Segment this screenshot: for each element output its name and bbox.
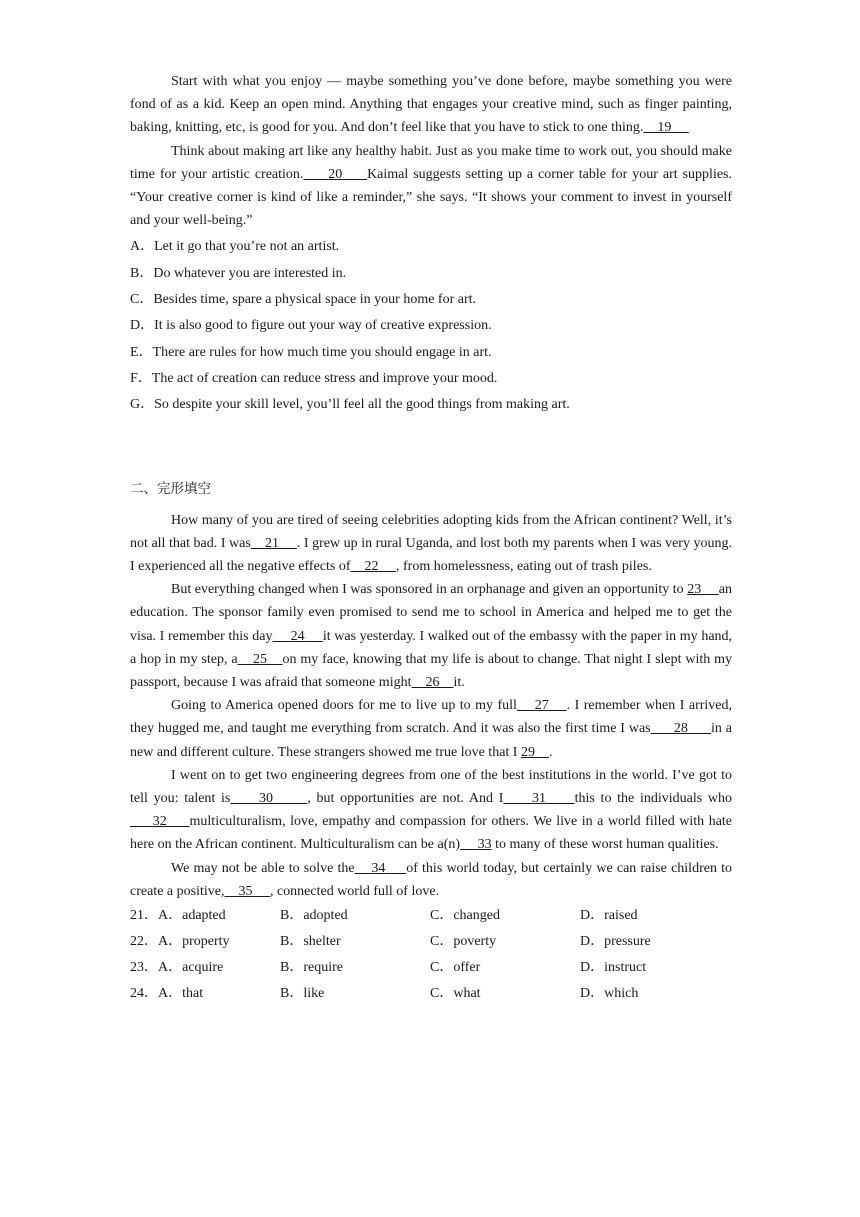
option-f: F．The act of creation can reduce stress and improve your mood.	[130, 370, 498, 386]
document-page	[130, 70, 732, 1007]
option-d: D．It is also good to figure out your way of creative expression.	[130, 318, 492, 334]
blank-29: 29	[520, 744, 535, 760]
blank-32: 32	[152, 814, 167, 830]
paragraph-text: Think about making art like any healthy habit. Just as you make time to work out, you should make time for your artistic creation.	[130, 143, 732, 182]
cloze-paragraph-4: I went on to get two engineering degrees from one of the best institutions in the world. I’ve got to tell you: talent is 30 , but opportunities are not. And I 31 this to the individuals who 32 multiculturalism, love, empathy and compassion for others. We live in a world filled with hate here on the African continent. Multiculturalism can be a(n) 33 to many of these worst human qualities.	[130, 767, 733, 853]
reading-paragraph-2	[130, 140, 732, 233]
option-a: A．Let it go that you’re not an artist.	[130, 239, 340, 255]
blank-24: 24	[290, 628, 305, 644]
paragraph-text: Start with what you enjoy — maybe something you’ve done before, maybe something you were fond of as a kid. Keep an open mind. Anything that engages your creative mind, such as finger painting, baking, knitting, etc, is good for you. And don’t feel like that you have to stick to one thing.	[130, 74, 732, 136]
section-title: 二、完形填空	[130, 480, 211, 497]
blank-33: 33	[477, 837, 492, 853]
option-g: G．So despite your skill level, you’ll feel all the good things from making art.	[130, 397, 570, 413]
blank-27: 27	[534, 698, 549, 714]
cloze-paragraph-1: How many of you are tired of seeing celebrities adopting kids from the African continent? Well, it’s not all that bad. I was 21 . I grew up in rural Uganda, and lost both my parents when I was very young. I experienced all the negative effects of 22 , from homelessness, eating out of trash piles.	[130, 512, 733, 574]
blank-35: 35	[238, 883, 253, 899]
blank-22: 22	[364, 558, 379, 574]
blank-30: 30	[258, 790, 273, 806]
blank-20: 20	[328, 166, 343, 182]
reading-paragraph-1	[130, 70, 732, 140]
question-23: 23．A．acquire B．require C．offer D．instruct	[130, 959, 647, 975]
blank-26: 26	[425, 674, 440, 690]
blank-23: 23	[687, 582, 702, 598]
blank-19: 19	[657, 120, 672, 136]
question-24: 24．A．that B．like C．what D．which	[130, 985, 639, 1001]
cloze-paragraph-5: We may not be able to solve the 34 of this world today, but certainly we can raise children to create a positive, 35 , connected world full of love.	[130, 860, 733, 899]
blank-25: 25	[253, 651, 268, 667]
blank-31: 31	[532, 790, 546, 806]
option-e: E．There are rules for how much time you should engage in art.	[130, 344, 492, 360]
cloze-paragraph-3: Going to America opened doors for me to live up to my full 27 . I remember when I arrived, they hugged me, and taught me everything from scratch. And it was also the first time I was 28 in a new and different culture. These strangers showed me true love that I 29 .	[130, 698, 733, 760]
option-c: C．Besides time, spare a physical space in your home for art.	[130, 292, 477, 308]
question-22: 22．A．property B．shelter C．poverty D．pressure	[130, 933, 651, 949]
question-list	[130, 903, 732, 1007]
paragraph-text: Kaimal suggests setting up a corner table for your art supplies. “Your creative corner is kind of like a reminder,” she says. “It shows your comment to invest in yourself and your well-being.”	[130, 166, 732, 229]
blank-21: 21	[265, 535, 280, 551]
question-21: 21．A．adapted B．adopted C．changed D．raised	[130, 907, 638, 923]
options-list	[130, 234, 732, 418]
blank-28: 28	[673, 721, 688, 737]
option-b: B．Do whatever you are interested in.	[130, 265, 347, 281]
cloze-paragraph-2: But everything changed when I was sponsored in an orphanage and given an opportunity to 23 an education. The sponsor family even promised to send me to school in America and helped me to get the visa. I remember this day 24 it was yesterday. I walked out of the embassy with the paper in my hand, a hop in my step, a 25 on my face, knowing that my life is about to change. That night I slept with my passport, because I was afraid that someone might 26 it.	[130, 582, 733, 690]
blank-34: 34	[371, 860, 386, 876]
